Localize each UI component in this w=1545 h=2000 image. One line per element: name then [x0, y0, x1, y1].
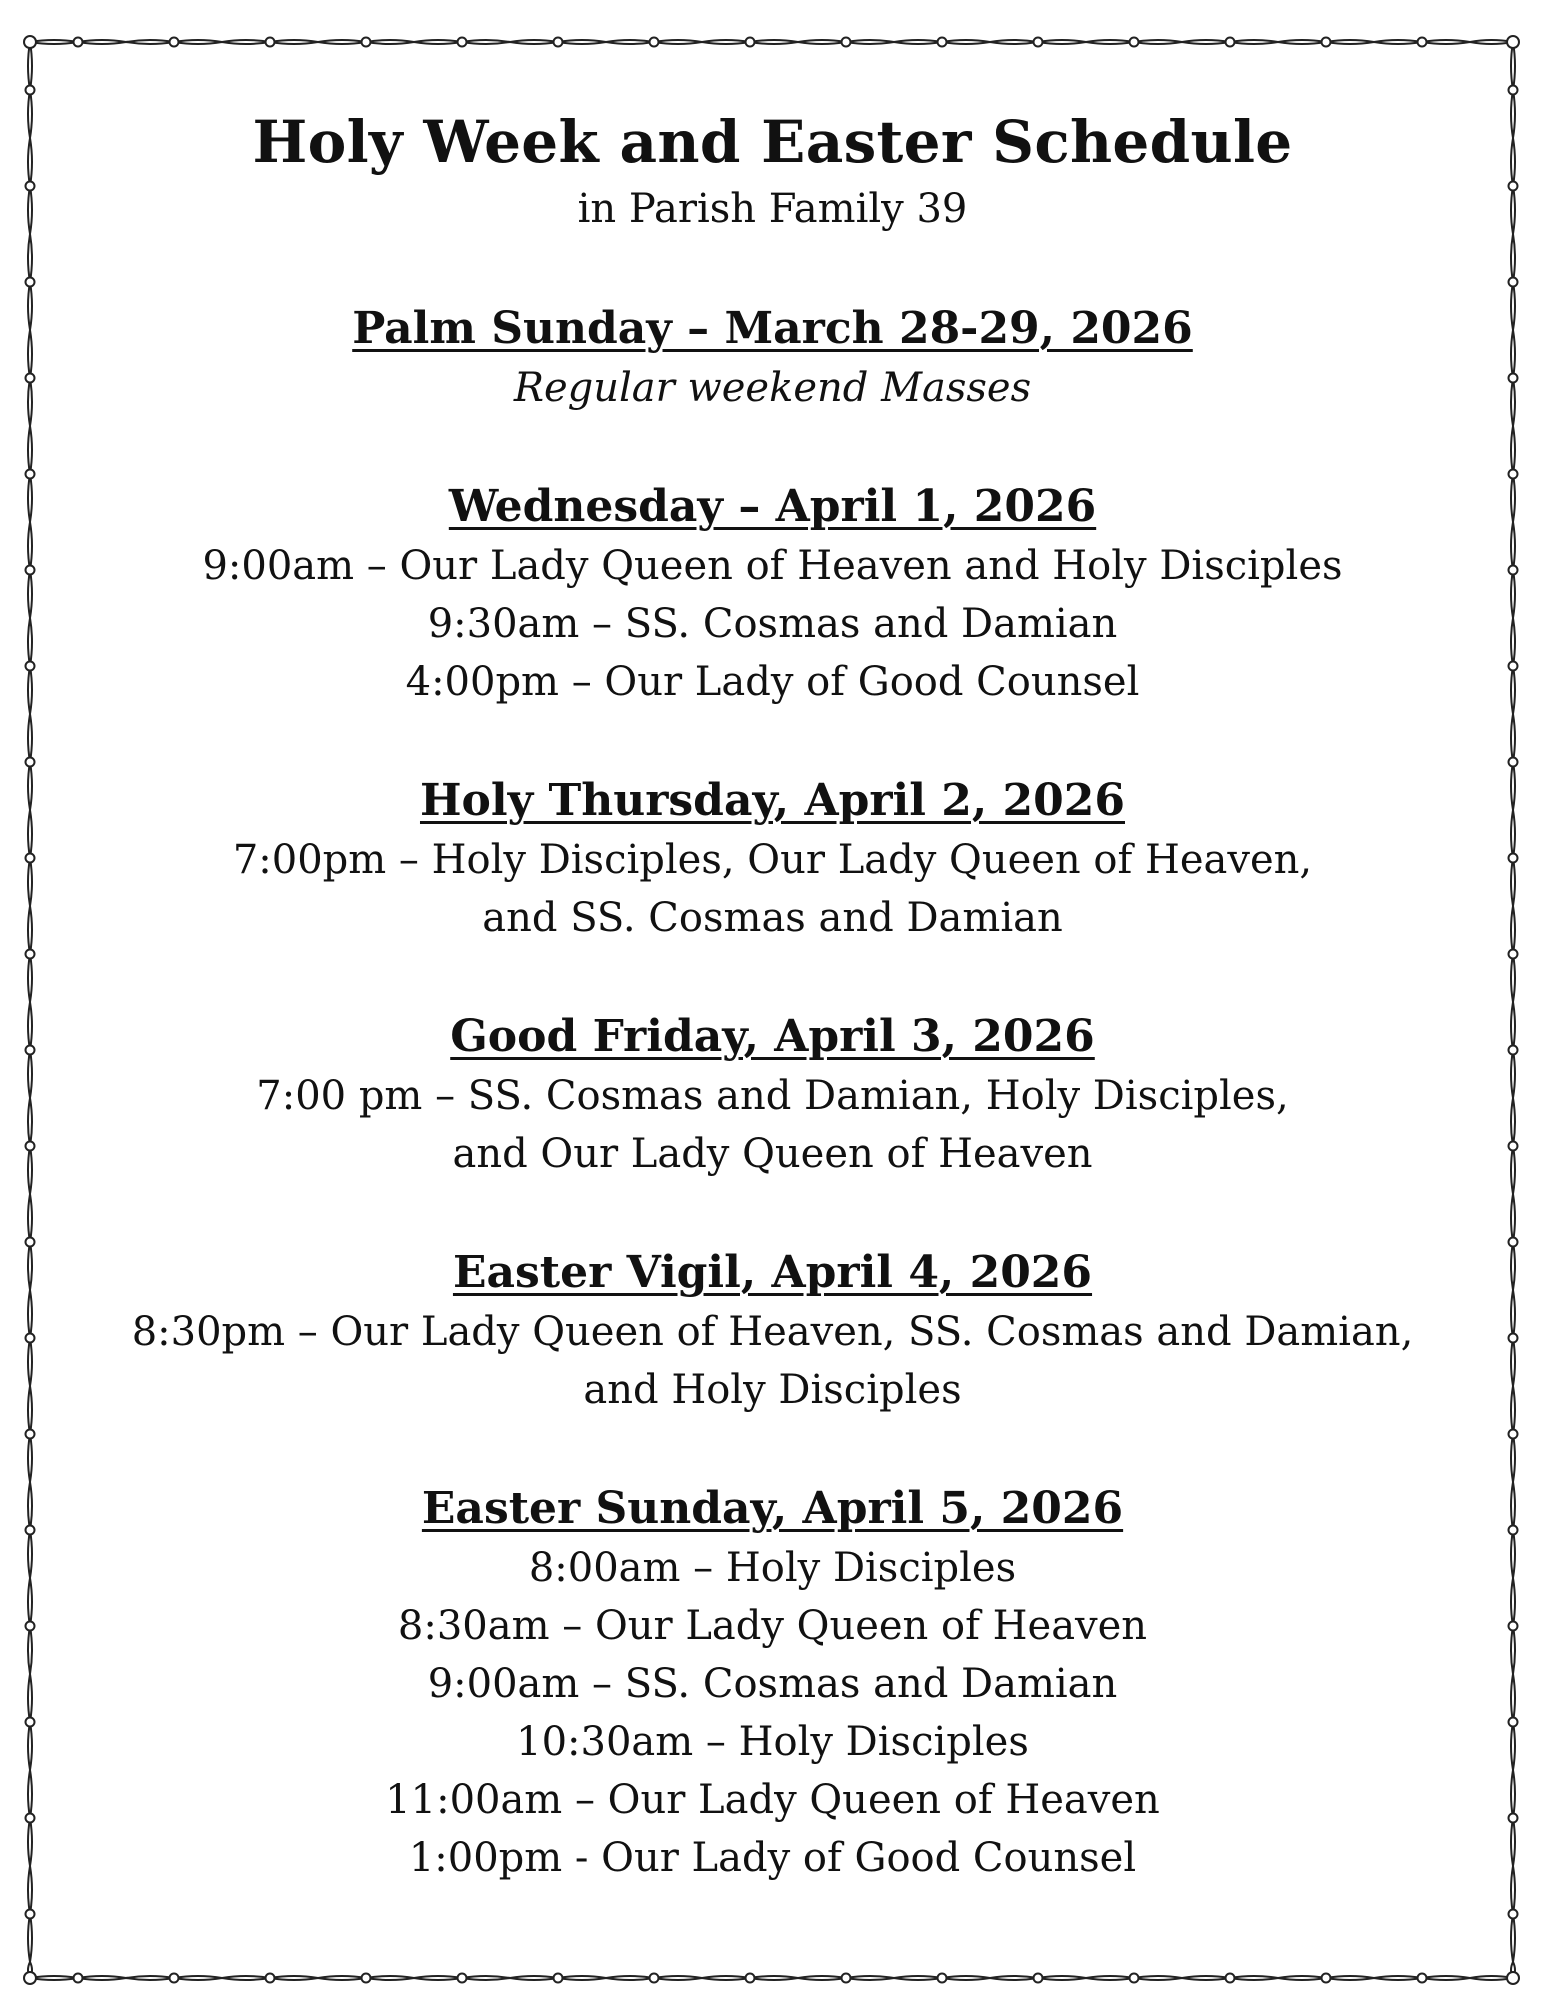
border-corner-bead	[24, 36, 36, 48]
border-bead	[362, 1974, 371, 1983]
border-bead	[650, 38, 659, 47]
border-bead	[554, 38, 563, 47]
border-bead	[26, 1334, 35, 1343]
border-bead	[842, 1974, 851, 1983]
schedule-line: 9:00am – SS. Cosmas and Damian	[427, 1661, 1118, 1707]
border-bead	[1509, 1142, 1518, 1151]
border-bead	[1226, 38, 1235, 47]
border-bead	[26, 1142, 35, 1151]
border-bead	[1509, 86, 1518, 95]
border-bead	[1034, 38, 1043, 47]
section-easter-sunday	[60, 1479, 1485, 1887]
border-strand	[30, 40, 1513, 42]
border-bead	[1509, 278, 1518, 287]
border-corner-bead	[24, 1972, 36, 1984]
border-bead	[1509, 1622, 1518, 1631]
section-note: Regular weekend Masses	[513, 365, 1032, 411]
border-bead	[1509, 1430, 1518, 1439]
border-bead	[1509, 1334, 1518, 1343]
border-bead	[1226, 1974, 1235, 1983]
border-bead	[26, 566, 35, 575]
section-heading: Palm Sunday – March 28-29, 2026	[352, 303, 1193, 354]
border-bead	[26, 950, 35, 959]
section-heading: Holy Thursday, April 2, 2026	[419, 775, 1125, 826]
section-holy-thursday	[60, 771, 1485, 947]
border-bead	[1509, 950, 1518, 959]
border-bead	[26, 1910, 35, 1919]
border-bead	[26, 278, 35, 287]
section-heading: Easter Vigil, April 4, 2026	[452, 1247, 1093, 1298]
border-bead	[26, 1814, 35, 1823]
border-bead	[26, 662, 35, 671]
schedule-line: 7:00 pm – SS. Cosmas and Damian, Holy Disciples,	[256, 1073, 1289, 1119]
border-bead	[1509, 566, 1518, 575]
border-bead	[170, 1974, 179, 1983]
border-bead	[1509, 1814, 1518, 1823]
border-strand	[30, 1976, 1513, 1978]
border-bead	[1509, 1526, 1518, 1535]
schedule-line: 9:00am – Our Lady Queen of Heaven and Holy Disciples	[202, 543, 1343, 589]
schedule-line: and SS. Cosmas and Damian	[482, 895, 1063, 941]
schedule-line: and Our Lady Queen of Heaven	[452, 1131, 1093, 1177]
border-bead	[746, 1974, 755, 1983]
border-bead	[458, 38, 467, 47]
section-heading: Wednesday – April 1, 2026	[448, 481, 1097, 532]
schedule-line: 7:00pm – Holy Disciples, Our Lady Queen of Heaven,	[232, 837, 1313, 883]
border-bead	[26, 470, 35, 479]
border-bead	[26, 1238, 35, 1247]
border-bead	[1418, 1974, 1427, 1983]
schedule-line: 8:30pm – Our Lady Queen of Heaven, SS. Cosmas and Damian,	[131, 1309, 1414, 1355]
border-bead	[26, 1046, 35, 1055]
section-heading: Good Friday, April 3, 2026	[450, 1011, 1095, 1062]
border-bead	[74, 38, 83, 47]
schedule-line: 8:00am – Holy Disciples	[528, 1545, 1017, 1591]
border-bead	[1509, 182, 1518, 191]
border-bead	[362, 38, 371, 47]
section-wednesday	[60, 477, 1485, 711]
border-bead	[26, 1718, 35, 1727]
page-title: Holy Week and Easter Schedule	[252, 108, 1293, 176]
border-bead	[938, 38, 947, 47]
border-corner-bead	[1507, 36, 1519, 48]
section-palm-sunday	[60, 299, 1485, 417]
section-good-friday	[60, 1007, 1485, 1183]
border-bead	[26, 758, 35, 767]
schedule-line: 10:30am – Holy Disciples	[516, 1719, 1029, 1765]
border-bead	[746, 38, 755, 47]
schedule-line: 11:00am – Our Lady Queen of Heaven	[385, 1777, 1160, 1823]
border-bead	[26, 1622, 35, 1631]
page-subtitle: in Parish Family 39	[577, 186, 968, 232]
border-bead	[842, 38, 851, 47]
border-bead	[458, 1974, 467, 1983]
section-easter-vigil	[60, 1243, 1485, 1419]
border-bead	[74, 1974, 83, 1983]
border-strand	[1513, 42, 1515, 1978]
border-bead	[1130, 38, 1139, 47]
border-bead	[1509, 1718, 1518, 1727]
border-bead	[1130, 1974, 1139, 1983]
border-bead	[170, 38, 179, 47]
border-bead	[26, 854, 35, 863]
border-bead	[1034, 1974, 1043, 1983]
border-bead	[266, 38, 275, 47]
border-bead	[1509, 758, 1518, 767]
border-bead	[26, 1526, 35, 1535]
border-strand	[30, 42, 32, 1978]
border-bead	[26, 86, 35, 95]
schedule-line: 1:00pm - Our Lady of Good Counsel	[408, 1835, 1137, 1881]
border-bead	[1509, 470, 1518, 479]
border-bead	[650, 1974, 659, 1983]
border-bead	[554, 1974, 563, 1983]
border-bead	[266, 1974, 275, 1983]
border-bead	[1322, 38, 1331, 47]
border-bead	[1418, 38, 1427, 47]
schedule-line: and Holy Disciples	[583, 1367, 962, 1413]
border-bead	[938, 1974, 947, 1983]
border-bead	[26, 374, 35, 383]
border-bead	[26, 182, 35, 191]
border-bead	[1322, 1974, 1331, 1983]
schedule-document	[60, 105, 1485, 1887]
border-bead	[1509, 1910, 1518, 1919]
schedule-line: 9:30am – SS. Cosmas and Damian	[427, 601, 1118, 647]
border-bead	[1509, 374, 1518, 383]
border-bead	[26, 1430, 35, 1439]
border-strand	[30, 1978, 1513, 1980]
border-bead	[1509, 1046, 1518, 1055]
border-bead	[1509, 854, 1518, 863]
border-strand	[30, 42, 1513, 44]
schedule-line: 8:30am – Our Lady Queen of Heaven	[397, 1603, 1148, 1649]
border-bead	[1509, 662, 1518, 671]
schedule-line: 4:00pm – Our Lady of Good Counsel	[405, 659, 1140, 705]
section-heading: Easter Sunday, April 5, 2026	[421, 1483, 1124, 1534]
border-corner-bead	[1507, 1972, 1519, 1984]
border-bead	[1509, 1238, 1518, 1247]
